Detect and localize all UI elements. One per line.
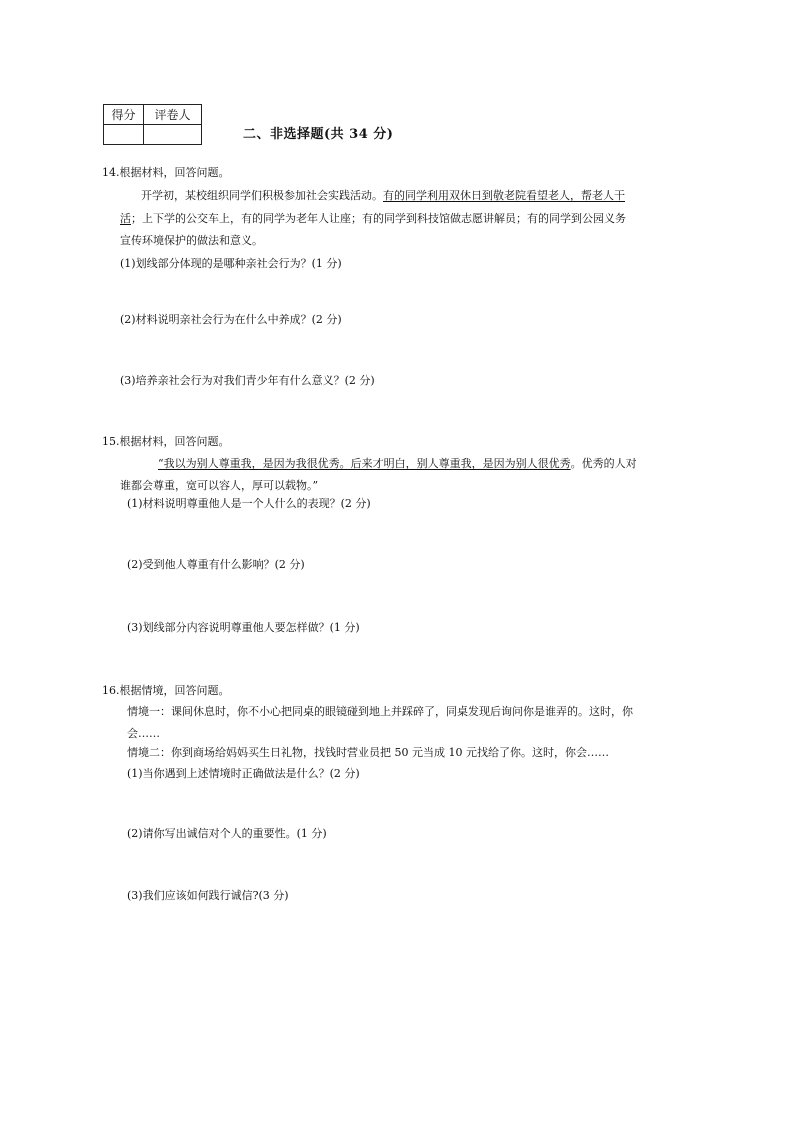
q16-sub-question-3: (3)我们应该如何践行诚信?(3 分) xyxy=(127,889,289,902)
q16-heading: 16.根据情境，回答问题。 xyxy=(102,684,230,697)
score-cell[interactable] xyxy=(104,125,144,145)
q14-material-plain: 开学初，某校组织同学们积极参加社会实践活动。 xyxy=(141,189,383,202)
q15-material-line-1 xyxy=(158,457,637,471)
q16-sub-question-2: (2)请你写出诚信对个人的重要性。(1 分) xyxy=(127,827,327,840)
q14-heading: 14.根据材料，回答问题。 xyxy=(102,166,230,179)
q15-sub-question-3: (3)划线部分内容说明尊重他人要怎样做？(1 分) xyxy=(127,621,360,634)
q14-material-plain-cont: ；上下学的公交车上，有的同学为老年人让座；有的同学到科技馆做志愿讲解员；有的同学到公园义务 xyxy=(131,212,626,225)
q16-situation-2: 情境二：你到商场给妈妈买生日礼物，找钱时营业员把 50 元当成 10 元找给了你。这时，你会…… xyxy=(127,746,609,759)
score-table xyxy=(103,104,202,145)
section-title: 二、非选择题(共 34 分) xyxy=(243,127,394,142)
q14-material-line-3: 宣传环境保护的做法和意义。 xyxy=(120,234,263,247)
q16-situation-1-line-2: 会…… xyxy=(127,727,160,740)
q15-heading: 15.根据材料，回答问题。 xyxy=(102,435,230,448)
q14-material-underlined-cont: 活 xyxy=(120,212,131,225)
q14-material-line-2 xyxy=(120,212,626,226)
q14-material-underlined: 有的同学利用双休日到敬老院看望老人，帮老人干 xyxy=(383,189,625,202)
q14-sub-question-2: (2)材料说明亲社会行为在什么中养成？(2 分) xyxy=(120,313,342,326)
grader-cell[interactable] xyxy=(144,125,202,145)
q15-material-line-2: 谁都会尊重，宽可以容人，厚可以载物。” xyxy=(120,479,319,492)
q14-sub-question-3: (3)培养亲社会行为对我们青少年有什么意义？(2 分) xyxy=(120,374,375,387)
score-label: 得分 xyxy=(104,105,144,125)
q15-material-underlined: “我以为别人尊重我，是因为我很优秀。后来才明白，别人尊重我，是因为别人很优秀 xyxy=(158,457,571,470)
q15-sub-question-1: (1)材料说明尊重他人是一个人什么的表现？(2 分) xyxy=(127,497,371,510)
q14-material-line-1 xyxy=(141,189,625,203)
q14-sub-question-1: (1)划线部分体现的是哪种亲社会行为？(1 分) xyxy=(120,257,342,270)
q15-sub-question-2: (2)受到他人尊重有什么影响？(2 分) xyxy=(127,558,305,571)
q16-situation-1-line-1: 情境一：课间休息时，你不小心把同桌的眼镜碰到地上并踩碎了，同桌发现后询问你是谁弄的。这时，你 xyxy=(127,705,633,718)
grader-label: 评卷人 xyxy=(144,105,202,125)
q15-material-plain: 。优秀的人对 xyxy=(570,457,637,470)
q16-sub-question-1: (1)当你遇到上述情境时正确做法是什么？(2 分) xyxy=(127,767,360,780)
